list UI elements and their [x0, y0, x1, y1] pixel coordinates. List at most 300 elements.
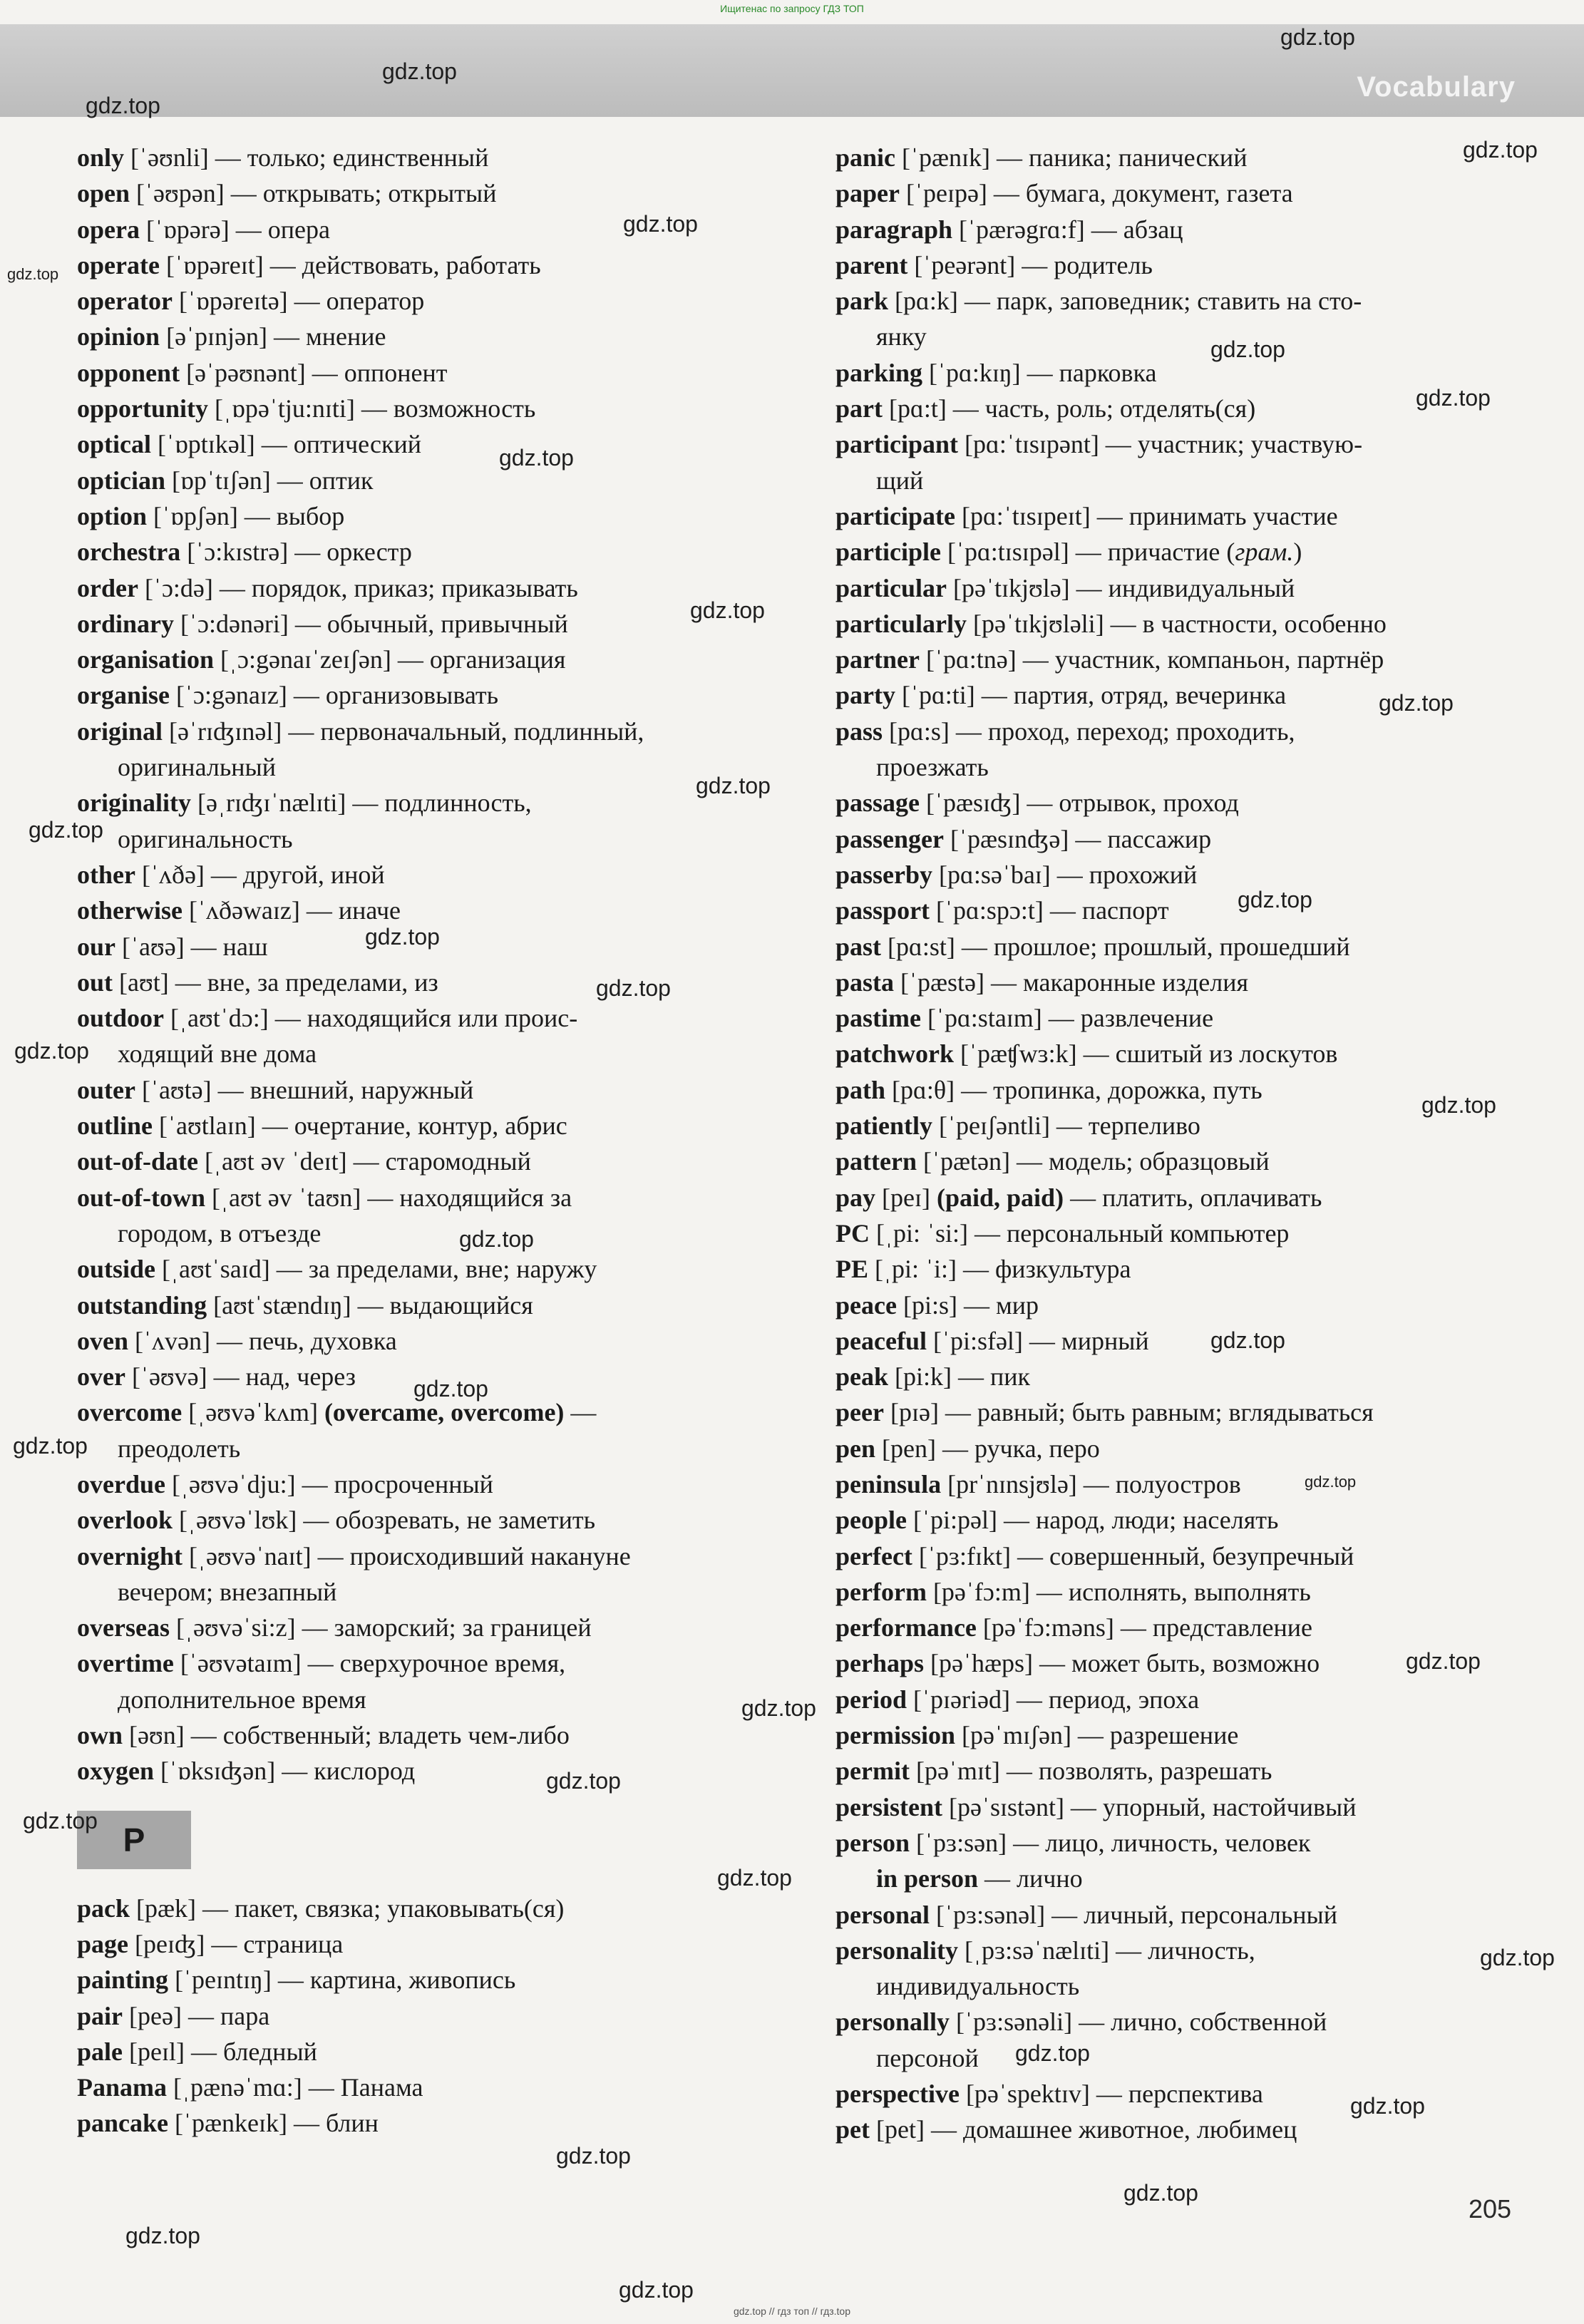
vocab-entry — [835, 1861, 1534, 1896]
entry-definition: [pæk] — пакет, связка; упаковывать(ся) — [130, 1893, 565, 1923]
watermark-text: gdz.top — [7, 265, 59, 283]
entry-definition: [ˈpɜ:sənəl] — личный, персональный — [930, 1900, 1338, 1929]
entry-continuation: персоной — [876, 2043, 979, 2072]
watermark-text: gdz.top — [1463, 137, 1538, 163]
entry-continuation: щий — [876, 466, 924, 495]
headword: overcome — [77, 1398, 182, 1427]
entry-definition: [ˈpæstə] — макаронные изделия — [894, 967, 1249, 997]
vocab-entry — [835, 1431, 1534, 1466]
entry-definition: [ˌəʊvəˈsi:z] — заморский; за границей — [169, 1613, 592, 1642]
vocab-entry — [77, 140, 797, 175]
headword: party — [835, 681, 895, 710]
headword: pastime — [835, 1004, 921, 1033]
headword: orchestra — [77, 538, 181, 567]
headword: pass — [835, 716, 883, 746]
vocab-entry — [77, 426, 797, 462]
vocab-entry — [77, 1753, 797, 1789]
headword: permit — [835, 1757, 910, 1786]
watermark-text: gdz.top — [1350, 2093, 1425, 2119]
headword: participle — [835, 538, 941, 567]
entry-definition: [pəˈhæps] — может быть, возможно — [924, 1649, 1320, 1678]
headword: pen — [835, 1434, 876, 1463]
vocab-entry — [835, 1359, 1534, 1394]
headword: paper — [835, 179, 900, 208]
entry-definition: [ˈɒptɪkəl] — оптический — [151, 430, 422, 459]
watermark-text: gdz.top — [1406, 1648, 1481, 1674]
watermark-text: gdz.top — [86, 93, 160, 118]
vocab-entry — [77, 606, 797, 642]
headword: person — [835, 1828, 910, 1857]
headword: pale — [77, 2037, 123, 2066]
headword: personally — [835, 2007, 950, 2037]
entry-definition: [ˌaʊtˈdɔ:] — находящийся или проис- — [164, 1004, 578, 1033]
section-letter: P — [77, 1811, 191, 1869]
vocab-entry — [77, 1287, 797, 1323]
entry-definition: [ˈpi:sfəl] — мирный — [926, 1326, 1149, 1355]
entry-definition: [peɪ] — [875, 1183, 937, 1212]
headword: Panama — [77, 2073, 167, 2102]
vocab-entry — [77, 498, 797, 534]
entry-definition: [ˈpeɪpə] — бумага, документ, газета — [900, 179, 1293, 208]
headword: particularly — [835, 609, 967, 638]
vocab-entry — [77, 1926, 797, 1962]
entry-definition: [pəˈmɪt] — позволять, разрешать — [909, 1757, 1272, 1786]
headword: opportunity — [77, 394, 209, 423]
vocab-entry — [835, 1789, 1534, 1825]
vocab-entry — [77, 1538, 797, 1574]
entry-definition: [ˌəʊvəˈdju:] — просроченный — [165, 1469, 493, 1498]
vocab-entry — [77, 534, 797, 570]
entry-continuation: оригинальность — [118, 824, 293, 853]
vocab-entry — [77, 965, 797, 1000]
entry-definition: [pəˈmɪʃən] — разрешение — [955, 1721, 1239, 1750]
headword: patchwork — [835, 1039, 955, 1069]
headword: perspective — [835, 2079, 960, 2109]
vocab-entry — [77, 1998, 797, 2034]
vocab-entry — [835, 1287, 1534, 1323]
headword: pattern — [835, 1147, 917, 1176]
headword: oxygen — [77, 1757, 154, 1786]
entry-definition: [pəˈtɪkjʊlə] — индивидуальный — [946, 573, 1295, 602]
entry-definition: [ɒpˈtɪʃən] — оптик — [165, 466, 374, 495]
headword: original — [77, 716, 163, 746]
entry-definition-tail: — платить, оплачивать — [1064, 1183, 1322, 1212]
entry-definition: [peɪl] — бледный — [123, 2037, 317, 2066]
headword: perfect — [835, 1541, 912, 1570]
headword: optician — [77, 466, 166, 495]
entry-definition: [ˌəʊvəˈnaɪt] — происходивший накануне — [182, 1541, 631, 1570]
headword: overseas — [77, 1613, 170, 1642]
headword: participate — [835, 501, 955, 530]
entry-continuation: преодолеть — [118, 1434, 241, 1463]
vocab-entry — [77, 785, 797, 821]
entry-definition: [ˈpɑ:kɪŋ] — парковка — [922, 358, 1157, 387]
vocab-entry — [77, 570, 797, 606]
vocab-entry — [77, 2034, 797, 2070]
watermark-text: gdz.top — [29, 817, 103, 843]
entry-definition: [ˈpæsɪʤ] — отрывок, проход — [920, 788, 1239, 818]
headword: paragraph — [835, 215, 953, 244]
entry-definition: [pi:k] — пик — [888, 1362, 1031, 1392]
entry-definition: [ˈpæsɪnʤə] — пассажир — [944, 824, 1212, 853]
entry-definition: [ˌpi: ˈi:] — физкультура — [868, 1255, 1131, 1284]
headword: park — [835, 287, 889, 316]
vocab-entry — [835, 1143, 1534, 1179]
vocab-entry — [835, 606, 1534, 642]
entry-definition: [pɑ:ˈtɪsɪpeɪt] — принимать участие — [955, 501, 1338, 530]
headword: opera — [77, 215, 140, 244]
vocab-entry — [77, 1180, 797, 1215]
vocab-entry — [77, 2070, 797, 2105]
page-number: 205 — [1469, 2194, 1512, 2223]
entry-definition: [ˈɒpərə] — опера — [139, 215, 330, 244]
vocab-entry — [77, 1108, 797, 1143]
entry-definition: [ˈpænɪk] — паника; панический — [895, 143, 1248, 172]
bottom-note: gdz.top // гдз топ // гдз.top — [733, 2305, 851, 2317]
watermark-text: gdz.top — [1379, 690, 1454, 716]
vocab-entry — [835, 1610, 1534, 1645]
vocab-entry — [835, 1933, 1534, 1968]
headword: personality — [835, 1935, 959, 1965]
entry-definition: [ˌɔ:gənaɪˈzeɪʃən] — организация — [214, 645, 566, 674]
entry-definition: [pɑ:st] — прошлое; прошлый, прошедший — [881, 932, 1350, 961]
vocab-entry — [835, 1251, 1534, 1287]
vocab-entry — [77, 247, 797, 283]
entry-definition: [ˈpæʧwɜ:k] — сшитый из лоскутов — [954, 1039, 1338, 1069]
vocab-entry — [77, 677, 797, 713]
entry-definition: [peə] — пара — [123, 2001, 270, 2030]
headword: outside — [77, 1255, 156, 1284]
headword: passage — [835, 788, 920, 818]
vocab-entry — [835, 2112, 1534, 2147]
entry-definition: [pɑ:k] — парк, заповедник; ставить на сто- — [888, 287, 1362, 316]
watermark-text: gdz.top — [1416, 385, 1491, 411]
entry-definition: [pəˈsɪstənt] — упорный, настойчивый — [942, 1792, 1357, 1821]
vocab-entry — [77, 1717, 797, 1753]
watermark-text: gdz.top — [1123, 2180, 1198, 2206]
entry-definition: [pɑ:ˈtɪsɪpənt] — участник; участвую- — [958, 430, 1363, 459]
vocab-entry — [835, 212, 1534, 247]
headword: own — [77, 1721, 123, 1750]
entry-definition: [ˌpi: ˈsi:] — персональный компьютер — [870, 1218, 1290, 1248]
vocab-entry — [77, 1466, 797, 1502]
entry-definition: [pəˈspektɪv] — перспектива — [959, 2079, 1263, 2109]
entry-definition: [ˌəʊvəˈlʊk] — обозревать, не заметить — [172, 1506, 595, 1535]
watermark-text: gdz.top — [556, 2143, 631, 2169]
vocab-entry — [77, 391, 797, 426]
entry-definition: [ˈpɜ:fɪkt] — совершенный, безупречный — [912, 1541, 1354, 1570]
headword: only — [77, 143, 125, 172]
headword: opponent — [77, 358, 180, 387]
entry-definition: [prˈnɪnsjʊlə] — полуостров — [941, 1469, 1241, 1498]
entry-definition: [aʊt] — вне, за пределами, из — [113, 967, 438, 997]
headword: peer — [835, 1398, 884, 1427]
vocab-entry — [835, 2076, 1534, 2112]
vocab-entry — [77, 355, 797, 391]
vocab-entry — [835, 1682, 1534, 1717]
entry-definition: [əˌrɪʤɪˈnælɪti] — подлинность, — [191, 788, 532, 818]
vocab-entry — [77, 283, 797, 319]
entry-continuation: янку — [876, 322, 927, 351]
entry-definition: — лично — [978, 1864, 1083, 1893]
vocab-entry — [77, 1143, 797, 1179]
headword: passerby — [835, 860, 933, 889]
entry-definition: [ˈpɑ:staɪm] — развлечение — [921, 1004, 1214, 1033]
watermark-text: gdz.top — [1280, 24, 1355, 50]
entry-definition: [ˈɔ:gənaɪz] — организовывать — [170, 681, 499, 710]
headword: PC — [835, 1218, 870, 1248]
watermark-text: gdz.top — [365, 924, 440, 950]
headword: optical — [77, 430, 151, 459]
entry-definition: [ˌpɜ:səˈnælɪti] — личность, — [958, 1935, 1255, 1965]
entry-definition: [ˈpætən] — модель; образцовый — [916, 1147, 1270, 1176]
entry-definition: [ˈɒpəreɪtə] — оператор — [172, 287, 425, 316]
entry-definition: [ˈpɑ:tɪsɪpəl] — причастие ( — [940, 538, 1235, 567]
entry-definition: [ˌəʊvəˈkʌm] — [182, 1398, 324, 1427]
headword: past — [835, 932, 882, 961]
headword: pancake — [77, 2109, 169, 2138]
watermark-text: gdz.top — [696, 773, 771, 798]
vocab-entry — [835, 714, 1534, 749]
entry-definition: [əˈpəʊnənt] — оппонент — [180, 358, 448, 387]
watermark-text: gdz.top — [1421, 1092, 1496, 1118]
headword: painting — [77, 1965, 169, 1995]
vocab-entry — [77, 1000, 797, 1036]
headword: persistent — [835, 1792, 942, 1821]
vocab-entry — [835, 821, 1534, 857]
vocab-entry — [835, 175, 1534, 211]
entry-definition: [ˌaʊt əv ˈtaʊn] — находящийся за — [205, 1183, 572, 1212]
entry-definition-tail: — — [564, 1398, 597, 1427]
watermark-text: gdz.top — [23, 1808, 98, 1834]
headword: passenger — [835, 824, 944, 853]
vocab-entry — [835, 1180, 1534, 1215]
headword: overdue — [77, 1469, 165, 1498]
entry-definition: [pəˈtɪkjʊləli] — в частности, особенно — [966, 609, 1387, 638]
entry-definition: [ˈəʊvətaɪm] — сверхурочное время, — [173, 1649, 566, 1678]
entry-definition: [ˈɔ:kɪstrə] — оркестр — [180, 538, 412, 567]
entry-definition: [ˈɔ:dənəri] — обычный, привычный — [174, 609, 568, 638]
entry-definition: [ˈpænkeɪk] — блин — [168, 2109, 379, 2138]
entry-definition: [pəˈfɔ:m] — исполнять, выполнять — [926, 1577, 1311, 1606]
headword: period — [835, 1685, 907, 1714]
headword: other — [77, 860, 135, 889]
vocab-entry — [77, 857, 797, 893]
vocab-entry — [835, 570, 1534, 606]
vocab-entry — [835, 857, 1534, 893]
watermark-text: gdz.top — [690, 597, 765, 623]
entry-definition: [ˌɒpəˈtju:nɪti] — возможность — [208, 394, 536, 423]
headword: peace — [835, 1290, 897, 1320]
entry-definition: [əʊn] — собственный; владеть чем-либо — [123, 1721, 570, 1750]
entry-definition: [ˈpɑ:spɔ:t] — паспорт — [930, 896, 1169, 925]
entry-continuation: дополнительное время — [118, 1685, 366, 1714]
headword: over — [77, 1362, 125, 1392]
watermark-text: gdz.top — [546, 1768, 621, 1794]
vocab-entry — [835, 283, 1534, 319]
vocab-entry — [835, 247, 1534, 283]
vocab-entry — [835, 534, 1534, 570]
headword: permission — [835, 1721, 956, 1750]
vocab-entry — [835, 1717, 1534, 1753]
entry-definition: [ˈɒksɪʤən] — кислород — [154, 1757, 416, 1786]
vocab-entry — [77, 175, 797, 211]
headword: path — [835, 1075, 886, 1104]
headword: out-of-town — [77, 1183, 205, 1212]
watermark-text: gdz.top — [13, 1433, 88, 1459]
entry-definition: [ˈaʊtlaɪn] — очертание, контур, абрис — [153, 1111, 567, 1141]
headword: particular — [835, 573, 947, 602]
entry-definition: [ˈpeɪʃəntli] — терпеливо — [932, 1111, 1200, 1141]
vocab-entry — [77, 1891, 797, 1926]
headword: pair — [77, 2001, 123, 2030]
entry-continuation: городом, в отъезде — [118, 1218, 322, 1248]
vocab-entry — [77, 319, 797, 354]
headword: passport — [835, 896, 930, 925]
headword: participant — [835, 430, 959, 459]
entry-continuation: индивидуальность — [876, 1972, 1080, 2001]
vocab-entry — [835, 929, 1534, 965]
entry-definition: [aʊtˈstændɪŋ] — выдающийся — [207, 1290, 533, 1320]
headword: pack — [77, 1893, 130, 1923]
entry-definition: [ˈpɜ:sənəli] — лично, собственной — [950, 2007, 1327, 2037]
vocab-entry — [835, 1215, 1534, 1251]
headword: organise — [77, 681, 170, 710]
section-title: Vocabulary — [1357, 71, 1516, 103]
headword: perhaps — [835, 1649, 925, 1678]
watermark-text: gdz.top — [1480, 1945, 1555, 1970]
vocab-entry — [77, 2105, 797, 2141]
vocab-entry — [835, 1574, 1534, 1610]
entry-definition: [əˈpɪnjən] — мнение — [160, 322, 386, 351]
watermark-text: gdz.top — [1210, 336, 1285, 362]
watermark-text: gdz.top — [1238, 887, 1312, 912]
headword: personal — [835, 1900, 930, 1929]
vocab-entry — [835, 1502, 1534, 1538]
watermark-text: gdz.top — [499, 445, 574, 471]
vocab-entry — [77, 1962, 797, 1997]
vocab-entry — [835, 642, 1534, 677]
vocab-entry — [835, 1036, 1534, 1071]
vocab-entry — [835, 1538, 1534, 1574]
headword: performance — [835, 1613, 977, 1642]
entry-definition: [pɑ:t] — часть, роль; отделять(ся) — [883, 394, 1256, 423]
entry-definition: [ˌaʊt əv ˈdeɪt] — старомодный — [197, 1147, 531, 1176]
entry-definition: [ˈɔ:də] — порядок, приказ; приказывать — [138, 573, 578, 602]
entry-definition: [ˈpɪəriəd] — период, эпоха — [907, 1685, 1200, 1714]
vocab-entry — [835, 2004, 1534, 2040]
entry-definition: [pɪə] — равный; быть равным; вглядываться — [883, 1398, 1374, 1427]
headword: outdoor — [77, 1004, 165, 1033]
entry-continuation: ходящий вне дома — [118, 1039, 317, 1069]
entry-definition: [ˈʌðə] — другой, иной — [135, 860, 385, 889]
headword: PE — [835, 1255, 869, 1284]
vocab-entry — [835, 1466, 1534, 1502]
headword: page — [77, 1929, 128, 1958]
entry-definition: [pɑ:s] — проход, переход; проходить, — [883, 716, 1295, 746]
vocab-entry — [835, 1394, 1534, 1430]
headword: operator — [77, 287, 173, 316]
headword: parent — [835, 250, 908, 279]
entry-definition: [ˈəʊvə] — над, через — [125, 1362, 356, 1392]
entry-definition: [ˈpeɪntɪŋ] — картина, живопись — [168, 1965, 516, 1995]
vocab-entry — [77, 893, 797, 928]
vocab-entry — [835, 893, 1534, 928]
entry-definition: [ˈəʊnli] — только; единственный — [124, 143, 489, 172]
headword: originality — [77, 788, 191, 818]
headword: pay — [835, 1183, 876, 1212]
headword: pet — [835, 2115, 870, 2144]
entry-definition: [ˈʌvən] — печь, духовка — [128, 1326, 397, 1355]
entry-definition: [ˈʌðəwaɪz] — иначе — [182, 896, 401, 925]
headword: peak — [835, 1362, 889, 1392]
headword: outer — [77, 1075, 135, 1104]
watermark-text: gdz.top — [717, 1865, 792, 1891]
headword: parking — [835, 358, 923, 387]
entry-definition: [ˌaʊtˈsaɪd] — за пределами, вне; наружу — [155, 1255, 597, 1284]
headword: part — [835, 394, 883, 423]
grammar-note: грам. — [1235, 538, 1294, 567]
entry-definition: [ˈpɑ:tnə] — участник, компаньон, партнёр — [919, 645, 1384, 674]
headword: otherwise — [77, 896, 182, 925]
vocab-entry — [77, 463, 797, 498]
watermark-text: gdz.top — [413, 1376, 488, 1402]
entry-definition: [ˈpeərənt] — родитель — [907, 250, 1153, 279]
headword: open — [77, 179, 130, 208]
entry-continuation: проезжать — [876, 753, 989, 782]
headword: option — [77, 501, 148, 530]
watermark-text: gdz.top — [459, 1226, 534, 1252]
headword: panic — [835, 143, 896, 172]
entry-definition: [pəˈfɔ:məns] — представление — [976, 1613, 1313, 1642]
headword: overlook — [77, 1506, 173, 1535]
vocab-entry — [77, 1323, 797, 1359]
left-column — [77, 140, 797, 2142]
right-column — [835, 140, 1534, 2148]
entry-definition: [pen] — ручка, перо — [875, 1434, 1100, 1463]
vocab-entry — [835, 1753, 1534, 1789]
entry-definition: [pɑ:səˈbaɪ] — прохожий — [932, 860, 1198, 889]
phrase-headword: in person — [876, 1864, 979, 1893]
entry-definition: [ˈpærəgrɑ:f] — абзац — [952, 215, 1183, 244]
watermark-text: gdz.top — [1305, 1473, 1357, 1491]
vocab-entry — [77, 1251, 797, 1287]
entry-definition: [ˈaʊə] — наш — [115, 932, 268, 961]
headword: organisation — [77, 645, 215, 674]
watermark-text: gdz.top — [14, 1038, 89, 1064]
vocab-entry — [835, 1897, 1534, 1933]
vocab-entry — [77, 1645, 797, 1681]
entry-definition: [peɪʤ] — страница — [128, 1929, 344, 1958]
entry-definition: [ˌpænəˈmɑ:] — Панама — [167, 2073, 423, 2102]
entry-definition: [ˈaʊtə] — внешний, наружный — [135, 1075, 474, 1104]
entry-definition: [ˈəʊpən] — открывать; открытый — [130, 179, 497, 208]
entry-definition-tail: ) — [1293, 538, 1302, 567]
entry-definition: [ˈɒpəreɪt] — действовать, работать — [159, 250, 541, 279]
watermark-text: gdz.top — [623, 211, 698, 237]
headword: outstanding — [77, 1290, 207, 1320]
verb-forms: (paid, paid) — [937, 1183, 1064, 1212]
headword: patiently — [835, 1111, 933, 1141]
entry-definition: [ˈɒpʃən] — выбор — [147, 501, 345, 530]
headword: perform — [835, 1577, 927, 1606]
headword: overtime — [77, 1649, 174, 1678]
entry-definition: [ˈpɑ:ti] — партия, отряд, вечеринка — [895, 681, 1287, 710]
vocab-entry — [77, 1502, 797, 1538]
watermark-text: gdz.top — [1210, 1327, 1285, 1353]
headword: order — [77, 573, 138, 602]
headword: opinion — [77, 322, 160, 351]
